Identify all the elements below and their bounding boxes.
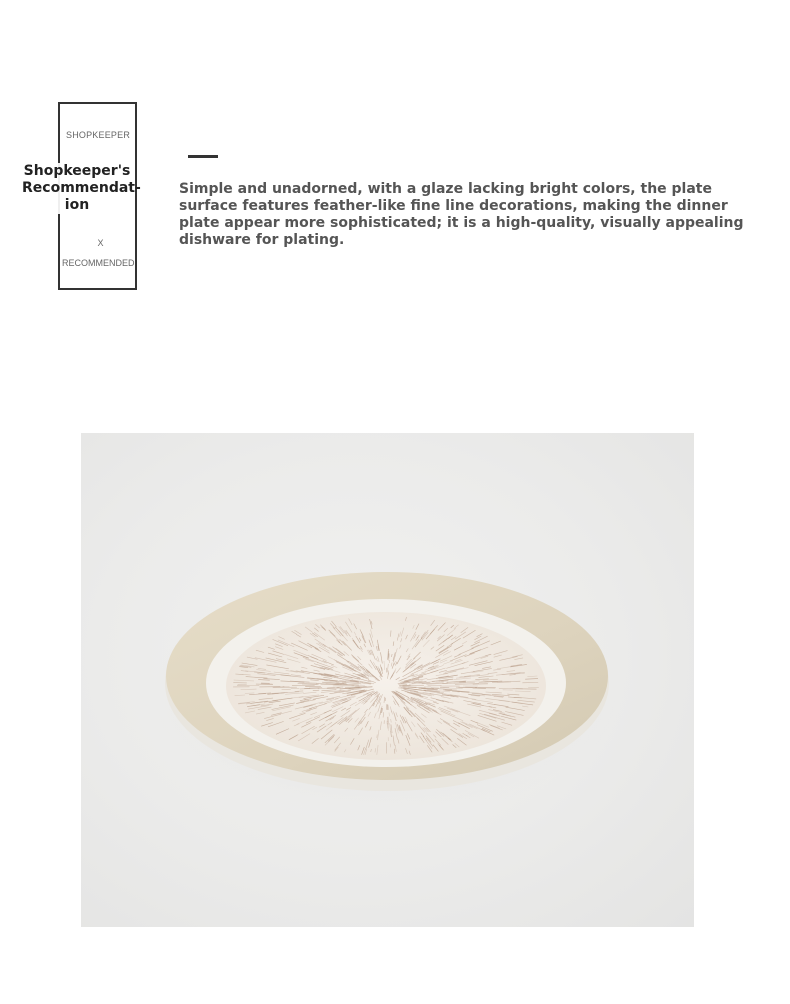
product-photo <box>81 433 694 927</box>
badge-bottom-label: RECOMMENDED <box>62 258 135 268</box>
plate-center <box>226 612 546 760</box>
badge-separator: X <box>97 238 104 248</box>
badge-top-label: SHOPKEEPER <box>66 130 131 140</box>
plate-icon <box>81 433 694 927</box>
badge-title: Shopkeeper's Recommendat-ion <box>22 163 141 213</box>
accent-dash <box>188 155 218 158</box>
product-description: Simple and unadorned, with a glaze lacking bright colors, the plate surface features feather-like fine line decorations, making the dinner plate appear more sophisticated; it is a high-quality, visually appealing dishware for plating. <box>179 181 744 248</box>
